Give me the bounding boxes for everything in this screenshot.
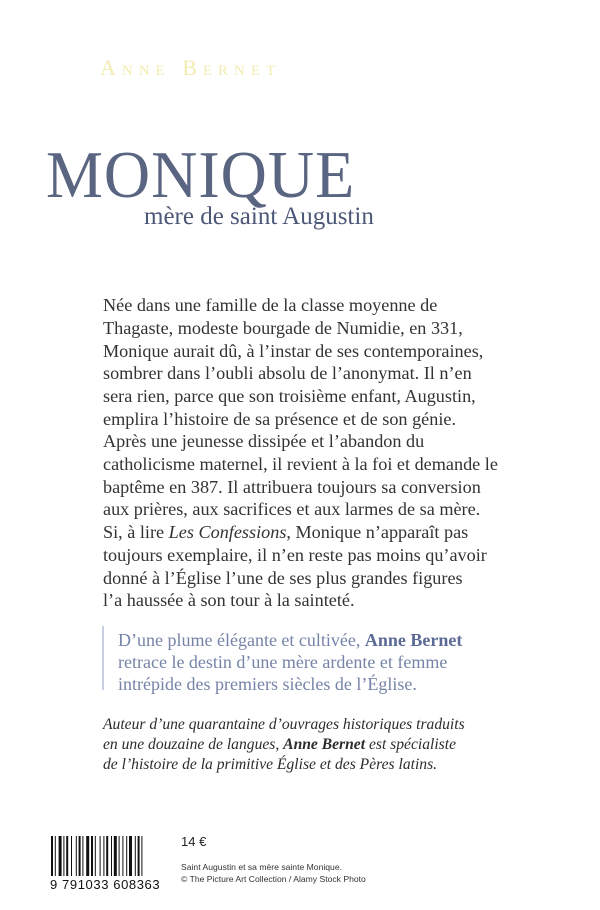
- barcode-bars-icon: [51, 836, 163, 878]
- barcode-bar: [51, 836, 53, 876]
- quote-line: retrace le destin d’une mère ardente et femme: [118, 652, 448, 672]
- summary-paragraph-3: [103, 521, 509, 612]
- quote-line: intrépide des premiers siècles de l’Église.: [118, 674, 417, 694]
- barcode-bar: [122, 836, 123, 876]
- barcode-bar: [76, 836, 77, 876]
- text-line: emplira l’histoire de sa présence et de son génie.: [103, 408, 457, 429]
- text-line: sombrer dans l’oubli absolu de l’anonymat. Il n’en: [103, 363, 472, 384]
- isbn-number: 9 791033 608363: [50, 877, 161, 892]
- barcode-bar: [138, 836, 140, 876]
- summary-paragraph-2: [103, 430, 509, 521]
- text-line: sera rien, parce que son troisième enfant, Augustin,: [103, 386, 476, 407]
- text-fragment: est spécialiste: [365, 736, 457, 753]
- text-line: Après une jeunesse dissipée et l’abandon du: [103, 431, 425, 451]
- barcode-bar: [141, 836, 142, 876]
- text-line: [103, 521, 509, 544]
- bio-line: [103, 735, 523, 755]
- barcode-bar: [129, 836, 132, 876]
- barcode-bar: [95, 836, 96, 876]
- author-name: Anne Bernet: [100, 55, 282, 80]
- text-fragment: en une douzaine de langues,: [103, 736, 284, 753]
- barcode-bar: [71, 836, 72, 876]
- barcode-bar: [126, 836, 127, 876]
- text-line: Née dans une famille de la classe moyenne de: [103, 295, 438, 315]
- work-title: Les Confessions: [168, 522, 287, 542]
- barcode-bar: [103, 836, 104, 876]
- text-line: toujours exemplaire, il n’en reste pas moins qu’avoir: [103, 544, 487, 565]
- barcode-bar: [106, 836, 108, 876]
- book-title: MONIQUE: [46, 137, 356, 212]
- text-fragment: Si, à lire: [103, 522, 169, 542]
- credit-line: Saint Augustin et sa mère sainte Monique.: [181, 862, 342, 872]
- text-line: Thagaste, modeste bourgade de Numidie, en 331,: [103, 317, 463, 338]
- barcode: [46, 832, 168, 896]
- text-fragment: , Monique n’apparaît pas: [286, 522, 469, 542]
- barcode-bar: [59, 836, 62, 876]
- text-line: Monique aurait dû, à l’instar de ses contemporaines,: [103, 340, 484, 361]
- author-bio: [103, 715, 523, 775]
- summary-paragraph-1: [103, 294, 509, 431]
- image-credit: [181, 862, 366, 885]
- barcode-bar: [111, 836, 112, 876]
- credit-line: © The Picture Art Collection / Alamy Stock Photo: [181, 873, 366, 884]
- barcode-bar: [119, 836, 120, 876]
- barcode-bar: [66, 836, 68, 876]
- text-line: catholicisme maternel, il revient à la foi et demande le: [103, 453, 498, 474]
- quote-line: [118, 629, 518, 651]
- text-line: l’a haussée à son tour à la sainteté.: [103, 590, 355, 611]
- bio-line: de l’histoire de la primitive Église et des Pères latins.: [103, 756, 438, 773]
- quote-bar: [102, 626, 104, 690]
- barcode-bar: [86, 836, 89, 876]
- barcode-bar: [63, 836, 64, 876]
- barcode-bar: [114, 836, 117, 876]
- author-mention: Anne Bernet: [283, 736, 366, 753]
- barcode-bar: [100, 836, 101, 876]
- book-subtitle: mère de saint Augustin: [144, 203, 374, 230]
- barcode-bar: [82, 836, 83, 876]
- text-fragment: D’une plume élégante et cultivée,: [118, 630, 365, 650]
- barcode-bar: [135, 836, 136, 876]
- text-line: donné à l’Église l’une de ses plus grandes figures: [103, 567, 463, 588]
- author-mention: Anne Bernet: [364, 630, 463, 650]
- barcode-bar: [55, 836, 56, 876]
- bio-line: Auteur d’une quarantaine d’ouvrages historiques traduits: [103, 716, 465, 733]
- pull-quote: [118, 629, 518, 695]
- text-line: baptême en 387. Il attribuera toujours sa conversion: [103, 476, 481, 497]
- price: 14 €: [181, 834, 207, 849]
- barcode-bar: [91, 836, 93, 876]
- barcode-bar: [79, 836, 81, 876]
- text-line: aux prières, aux sacrifices et aux larmes de sa mère.: [103, 499, 481, 520]
